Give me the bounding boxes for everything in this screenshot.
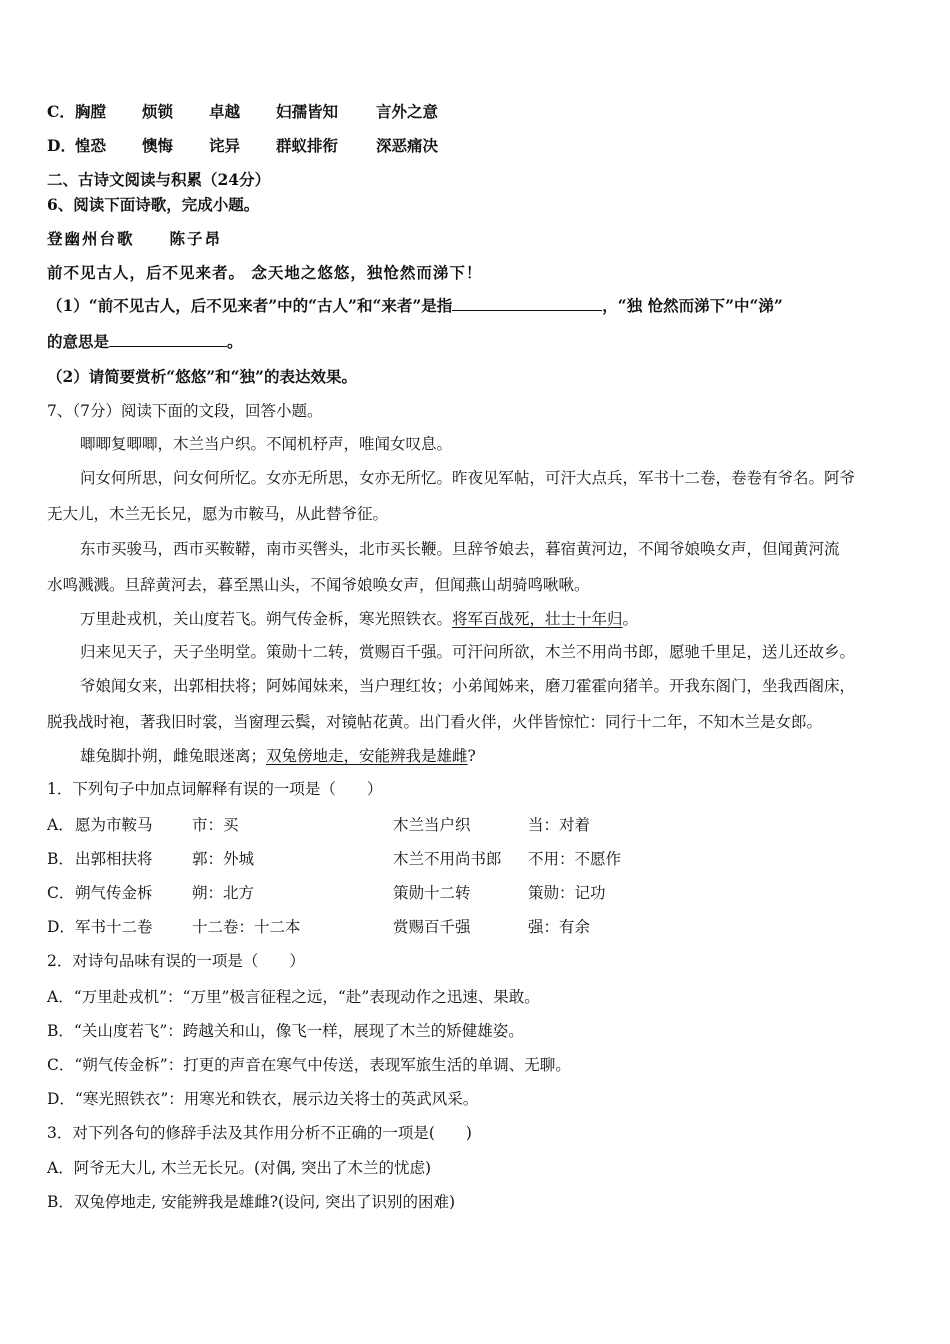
mc2-option[interactable]: C．“朔气传金柝”：打更的声音在寒气中传送，表现军旅生活的单调、无聊。 [47,1056,571,1074]
mc3-option[interactable]: A．阿爷无大儿, 木兰无长兄。(对偶, 突出了木兰的忧虑) [47,1159,431,1177]
mc2-stem: 2．对诗句品味有误的一项是（ ） [47,952,305,970]
option-label: C． [47,102,75,121]
option-cell: 军书十二卷 [75,918,153,936]
mc3-stem: 3．对下列各句的修辞手法及其作用分析不正确的一项是( ) [47,1124,472,1142]
question-6-sub1 [47,295,910,317]
mc2-option[interactable]: D．“寒光照铁衣”：用寒光和铁衣，展示边关将士的英武风采。 [47,1090,479,1108]
passage-paragraph: 唧唧复唧唧，木兰当户织。不闻机杼声，唯闻女叹息。 [80,435,453,453]
option-cell: 不用：不愿作 [528,850,622,868]
mc1-stem: 1．下列句子中加点词解释有误的一项是（ ） [47,780,383,798]
option-word: 烦锁 [142,102,174,121]
question-7-intro: 7、（7分）阅读下面的文段，回答小题。 [47,402,323,420]
option-label: D． [47,136,76,155]
passage-paragraph: 东市买骏马，西市买鞍鞯，南市买辔头，北市买长鞭。旦辞爷娘去，暮宿黄河边，不闻爷娘唤女声，但闻黄河流 [80,540,840,558]
option-word: 深恶痛决 [376,136,439,155]
option-label: A． [47,816,74,834]
sub1-text-a: （1）“前不见古人，后不见来者”中的“古人”和“来者”是指 [47,296,453,315]
underlined-sentence: 双兔傍地走，安能辨我是雄雌 [266,747,468,765]
option-word: 胸膛 [75,102,107,121]
section-heading: 二、古诗文阅读与积累（24分） [47,170,271,189]
option-label: D． [47,918,75,936]
question-6-sub2: （2）请简要赏析“悠悠”和“独”的表达效果。 [47,367,357,386]
option-cell: 策勋：记功 [528,884,606,902]
poem-title: 登幽州台歌 陈子昂 [47,229,223,248]
passage-paragraph-cont: 脱我战时袍，著我旧时裳，当窗理云鬓，对镜帖花黄。出门看火伴，火伴皆惊忙：同行十二年，不知木兰是女郎。 [47,713,823,731]
answer-blank[interactable] [452,296,602,311]
option-cell: 木兰当户织 [393,816,471,834]
sub1-text-b: ，“独 怆然而涕下”中“涕” [602,296,783,315]
option-cell: 木兰不用尚书郎 [393,850,502,868]
option-cell: 朔：北方 [192,884,255,902]
passage-text: 雄兔脚扑朔，雌兔眼迷离； [80,747,267,765]
passage-text: ? [467,747,476,765]
passage-paragraph: 爷娘闻女来，出郭相扶将；阿姊闻妹来，当户理红妆；小弟闻姊来，磨刀霍霍向猪羊。开我东阁门，坐我西阁床， [80,677,856,695]
passage-paragraph: 归来见天子，天子坐明堂。策勋十二转，赏赐百千强。可汗问所欲，木兰不用尚书郎，愿驰千里足，送儿还故乡。 [80,643,856,661]
option-cell: 赏赐百千强 [393,918,471,936]
option-cell: 朔气传金柝 [75,884,153,902]
passage-paragraph-cont: 水鸣溅溅。旦辞黄河去，暮至黑山头，不闻爷娘唤女声，但闻燕山胡骑鸣啾啾。 [47,576,590,594]
passage-paragraph [80,608,910,630]
option-word: 诧异 [209,136,241,155]
passage-text: 万里赴戎机，关山度若飞。朔气传金柝，寒光照铁衣。 [80,610,453,628]
mc2-option[interactable]: B．“关山度若飞”：跨越关和山，像飞一样，展现了木兰的矫健雄姿。 [47,1022,524,1040]
option-label: B． [47,850,74,868]
option-label: C． [47,884,75,902]
passage-paragraph: 问女何所思，问女何所忆。女亦无所思，女亦无所忆。昨夜见军帖，可汗大点兵，军书十二卷，卷卷有爷名。阿爷 [80,469,856,487]
passage-paragraph [80,745,910,767]
passage-text: 。 [622,610,639,628]
passage-paragraph-cont: 无大儿，木兰无长兄，愿为市鞍马，从此替爷征。 [47,505,389,523]
option-word: 懊悔 [142,136,174,155]
mc2-option[interactable]: A．“万里赴戎机”：“万里”极言征程之远，“赴”表现动作之迅速、果敢。 [47,988,540,1006]
option-word: 言外之意 [376,102,439,121]
option-cell: 十二卷：十二本 [192,918,301,936]
option-cell: 当：对着 [528,816,591,834]
question-6-sub1-cont [47,331,910,353]
sub1-text-d: 。 [227,332,243,351]
option-word: 惶恐 [75,136,107,155]
option-cell: 市：买 [192,816,239,834]
option-word: 妇孺皆知 [276,102,339,121]
option-cell: 郭：外城 [192,850,255,868]
poem-text: 前不见古人，后不见来者。 念天地之悠悠，独怆然而涕下！ [47,263,483,282]
option-cell: 愿为市鞍马 [75,816,153,834]
question-6-intro: 6、阅读下面诗歌，完成小题。 [47,195,260,214]
sub1-text-c: 的意思是 [47,332,110,351]
option-word: 群蚁排衔 [276,136,339,155]
underlined-sentence: 将军百战死，壮士十年归 [452,610,623,628]
mc3-option[interactable]: B．双兔停地走, 安能辨我是雄雌?(设问, 突出了识别的困难) [47,1193,456,1211]
option-cell: 出郭相扶将 [75,850,153,868]
answer-blank[interactable] [109,332,227,347]
option-cell: 策勋十二转 [393,884,471,902]
option-cell: 强：有余 [528,918,591,936]
option-word: 卓越 [209,102,241,121]
